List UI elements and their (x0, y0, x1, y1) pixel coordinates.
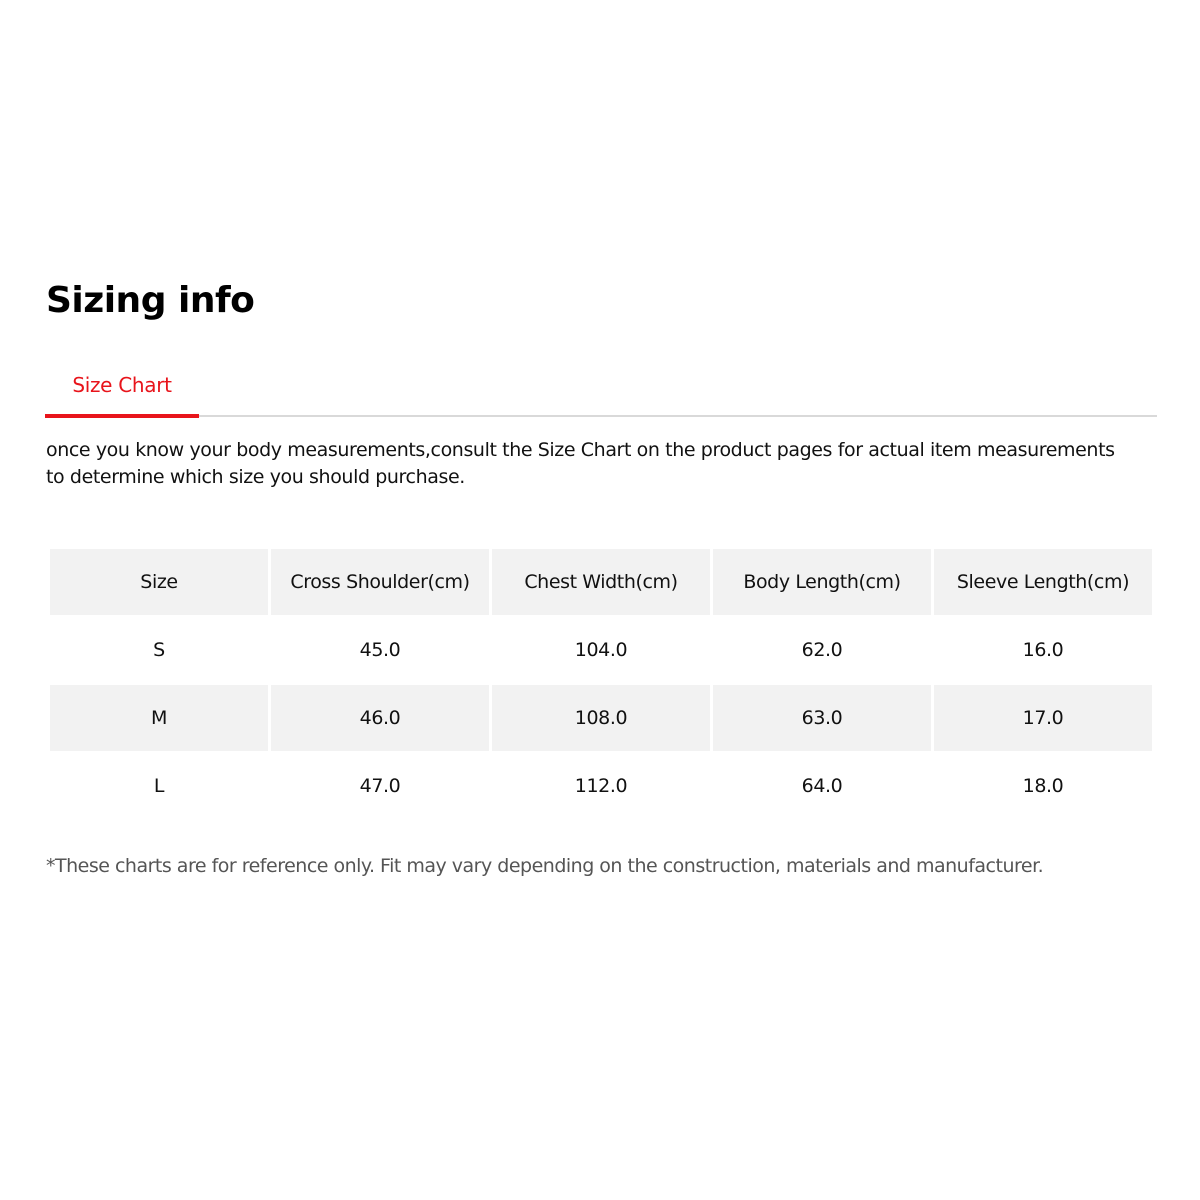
active-tab-indicator (45, 414, 199, 418)
intro-text: once you know your body measurements,consult the Size Chart on the product pages for actual item measurements to determine which size you should purchase. (46, 439, 1115, 488)
cell-chest-width: 104.0 (492, 615, 710, 685)
disclaimer-note: *These charts are for reference only. Fit may vary depending on the construction, materials and manufacturer. (46, 855, 1044, 877)
tab-size-chart-label: Size Chart (72, 373, 172, 397)
cell-cross-shoulder: 46.0 (271, 685, 489, 751)
header-size: Size (50, 549, 268, 615)
header-chest-width: Chest Width(cm) (492, 549, 710, 615)
header-sleeve-length: Sleeve Length(cm) (934, 549, 1152, 615)
cell-cross-shoulder: 47.0 (271, 751, 489, 821)
table-row (50, 685, 1152, 751)
size-chart-table (47, 549, 1155, 821)
cell-size: M (50, 685, 268, 751)
cell-sleeve-length: 18.0 (934, 751, 1152, 821)
cell-chest-width: 108.0 (492, 685, 710, 751)
table-row (50, 751, 1152, 821)
header-body-length: Body Length(cm) (713, 549, 931, 615)
table-header-row (50, 549, 1152, 615)
cell-body-length: 64.0 (713, 751, 931, 821)
cell-size: L (50, 751, 268, 821)
cell-body-length: 63.0 (713, 685, 931, 751)
page-title: Sizing info (46, 280, 255, 321)
cell-sleeve-length: 17.0 (934, 685, 1152, 751)
cell-cross-shoulder: 45.0 (271, 615, 489, 685)
cell-size: S (50, 615, 268, 685)
tab-size-chart[interactable] (45, 360, 199, 418)
header-cross-shoulder: Cross Shoulder(cm) (271, 549, 489, 615)
table-row (50, 615, 1152, 685)
tab-bar (45, 360, 1157, 418)
tab-bar-divider (45, 415, 1157, 417)
cell-body-length: 62.0 (713, 615, 931, 685)
cell-sleeve-length: 16.0 (934, 615, 1152, 685)
cell-chest-width: 112.0 (492, 751, 710, 821)
